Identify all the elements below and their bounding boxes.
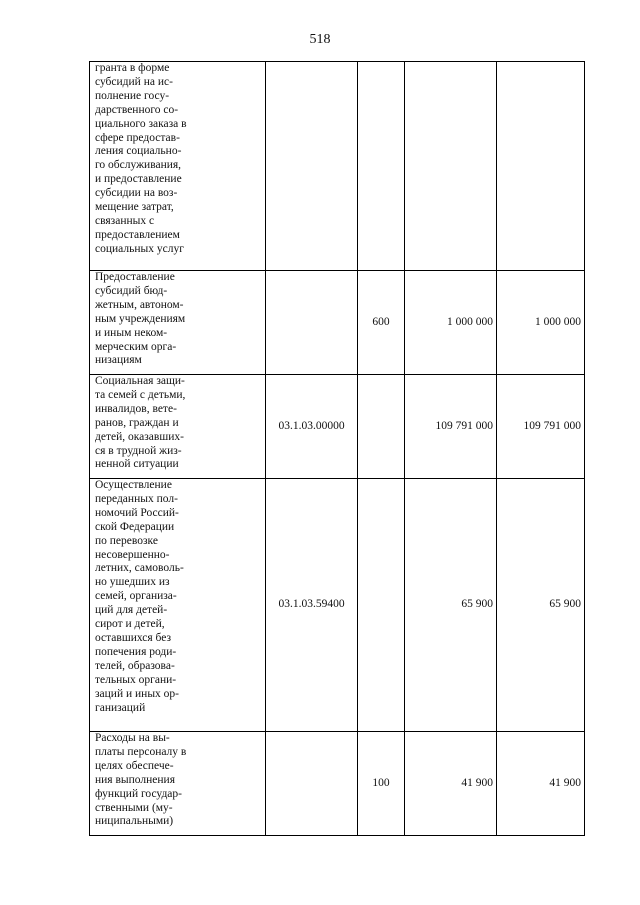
item-name-line: связанных с <box>95 214 155 227</box>
expense-type-cell: 100 <box>358 732 405 836</box>
item-name-line: Социальная защи- <box>95 375 185 387</box>
item-name-line: сфере предостав- <box>95 131 180 144</box>
item-name-line: Предоставление <box>95 271 175 283</box>
item-name-line: ненной ситуации <box>95 458 179 471</box>
item-name-line: Осуществление <box>95 479 172 491</box>
item-name-line: ниципальными) <box>95 815 174 828</box>
item-name-line: но ушедших из <box>95 576 170 589</box>
item-name-line: ранов, граждан и <box>95 416 179 429</box>
page-number: 518 <box>309 32 331 47</box>
table-row <box>90 732 585 836</box>
amount-year1-cell: 65 900 <box>405 479 497 732</box>
item-name-line: инвалидов, вете- <box>95 402 177 415</box>
item-name-line: жетным, автоном- <box>95 298 184 311</box>
item-name-line: телей, образова- <box>95 659 175 672</box>
item-name-cell <box>90 62 266 271</box>
amount-year1-cell: 41 900 <box>405 732 497 836</box>
item-name-line: ственными (му- <box>95 801 173 814</box>
item-name-line: мерческим орга- <box>95 340 177 353</box>
item-name-line: функций государ- <box>95 787 182 800</box>
item-name-line: циального заказа в <box>95 117 187 130</box>
item-name-line: семей, организа- <box>95 590 177 603</box>
item-name-line: и иным неком- <box>95 326 168 339</box>
budget-table <box>89 61 585 836</box>
item-name-line: сирот и детей, <box>95 618 165 631</box>
item-name-line: ления социально- <box>95 145 182 158</box>
item-name-line: дарственного со- <box>95 103 179 116</box>
amount-year2-cell: 109 791 000 <box>497 375 585 479</box>
expense-type-cell <box>358 375 405 479</box>
item-name-line: социальных услуг <box>95 242 184 255</box>
item-name-line: оставшихся без <box>95 631 172 644</box>
item-name-line: несовершенно- <box>95 548 170 561</box>
amount-year2-cell: 65 900 <box>497 479 585 732</box>
item-name-line: попечения роди- <box>95 645 177 658</box>
item-name-cell <box>90 375 266 479</box>
expense-type-cell: 600 <box>358 271 405 375</box>
item-name-line: ния выполнения <box>95 773 175 786</box>
item-name-line: по перевозке <box>95 534 158 547</box>
target-code-cell <box>266 732 358 836</box>
table-row <box>90 375 585 479</box>
item-name-line: ным учреждениям <box>95 312 186 325</box>
table-row <box>90 479 585 732</box>
table-row <box>90 271 585 375</box>
item-name-cell <box>90 479 266 732</box>
target-code-cell <box>266 62 358 271</box>
item-name-line: субсидии на воз- <box>95 187 178 200</box>
amount-year1-cell <box>405 62 497 271</box>
item-name-line: мещение затрат, <box>95 201 174 214</box>
amount-year2-cell: 1 000 000 <box>497 271 585 375</box>
item-name-line: заций и иных ор- <box>95 687 180 700</box>
amount-year1-cell: 1 000 000 <box>405 271 497 375</box>
item-name-line: летних, самоволь- <box>95 562 184 575</box>
target-code-cell: 03.1.03.59400 <box>266 479 358 732</box>
item-name-line: целях обеспече- <box>95 759 174 772</box>
expense-type-cell <box>358 62 405 271</box>
amount-year1-cell: 109 791 000 <box>405 375 497 479</box>
item-name-cell <box>90 732 266 836</box>
expense-type-cell <box>358 479 405 732</box>
item-name-line: и предоставление <box>95 173 182 186</box>
item-name-line: платы персоналу в <box>95 745 187 758</box>
item-name-line: тельных органи- <box>95 673 177 686</box>
item-name-line: ся в трудной жиз- <box>95 444 182 457</box>
item-name-line: низациям <box>95 354 142 367</box>
item-name-cell <box>90 271 266 375</box>
item-name-line: гранта в форме <box>95 62 170 74</box>
item-name-line: субсидий бюд- <box>95 284 168 297</box>
item-name-line: детей, оказавших- <box>95 430 184 443</box>
item-name-line: полнение госу- <box>95 89 170 102</box>
target-code-cell: 03.1.03.00000 <box>266 375 358 479</box>
item-name-line: Расходы на вы- <box>95 732 170 744</box>
item-name-line: переданных пол- <box>95 492 178 505</box>
item-name-line: ций для детей- <box>95 604 168 617</box>
item-name-line: субсидий на ис- <box>95 75 173 88</box>
amount-year2-cell <box>497 62 585 271</box>
target-code-cell <box>266 271 358 375</box>
item-name-line: номочий Россий- <box>95 506 179 519</box>
item-name-line: ской Федерации <box>95 520 175 533</box>
amount-year2-cell: 41 900 <box>497 732 585 836</box>
item-name-line: ганизаций <box>95 701 146 714</box>
item-name-line: предоставлением <box>95 228 180 241</box>
table-row <box>90 62 585 271</box>
item-name-line: го обслуживания, <box>95 159 182 172</box>
item-name-line: та семей с детьми, <box>95 388 186 401</box>
